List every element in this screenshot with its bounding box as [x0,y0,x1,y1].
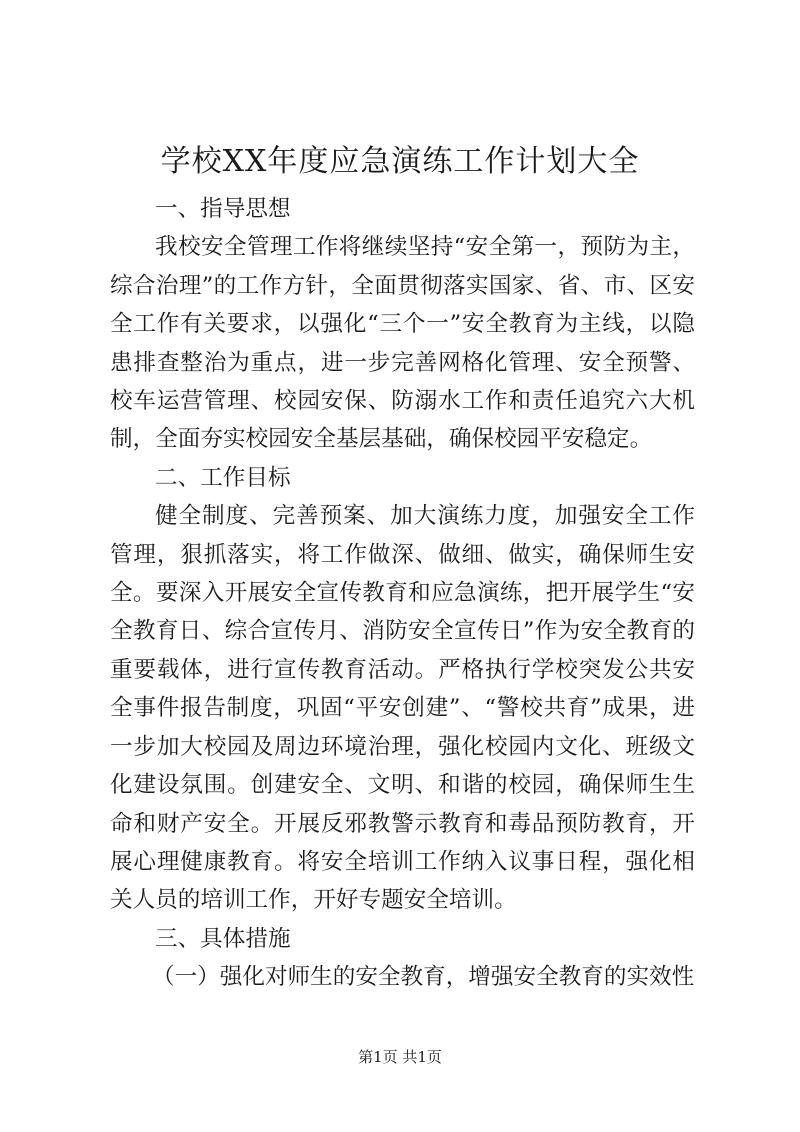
page-number-footer: 第1页 共1页 [358,1048,442,1066]
section-paragraph-guiding-ideology: 我校安全管理工作将继续坚持“安全第一，预防为主，综合治理”的工作方针，全面贯彻落实国家、省、市、区安全工作有关要求，以强化“三个一”安全教育为主线，以隐患排查整治为重点，进一步完善网格化管理、安全预警、校车运营管理、校园安保、防溺水工作和责任追究六大机制，全面夯实校园安全基层基础，确保校园平安稳定。 [110,234,695,453]
section-subheading-safety-education: （一）强化对师生的安全教育，增强安全教育的实效性 [152,964,695,991]
document-title: 学校XX年度应急演练工作计划大全 [160,144,640,179]
section-heading-guiding-ideology: 一、指导思想 [155,196,291,222]
document-body [110,190,695,997]
section-heading-work-goals: 二、工作目标 [155,464,291,491]
section-heading-specific-measures: 三、具体措施 [155,925,291,952]
section-paragraph-work-goals: 健全制度、完善预案、加大演练力度，加强安全工作管理，狠抓落实，将工作做深、做细、做实，确保师生安全。要深入开展安全宣传教育和应急演练，把开展学生“安全教育日、综合宣传月、消防安全宣传日”作为安全教育的重要载体，进行宣传教育活动。严格执行学校突发公共安全事件报告制度，巩固“平安创建”、“警校共育”成果，进一步加大校园及周边环境治理，强化校园内文化、班级文化建设氛围。创建安全、文明、和谐的校园，确保师生生命和财产安全。开展反邪教警示教育和毒品预防教育，开展心理健康教育。将安全培训工作纳入议事日程，强化相关人员的培训工作，开好专题安全培训。 [110,503,695,914]
